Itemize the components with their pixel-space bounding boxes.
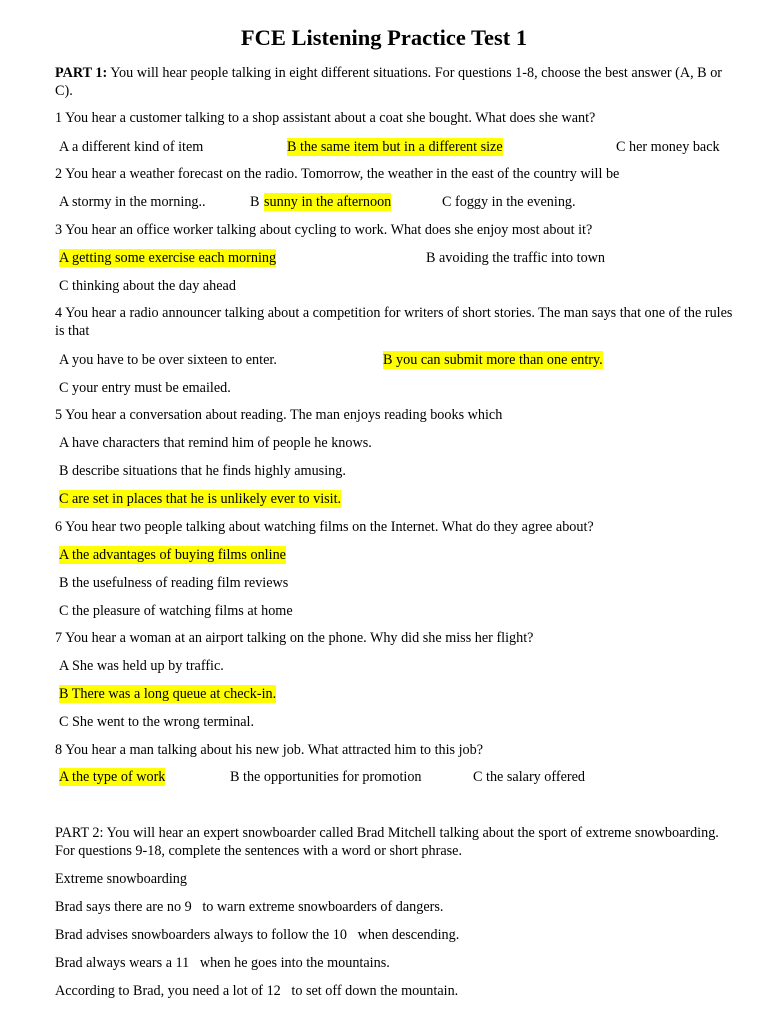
q3-option-c: C thinking about the day ahead xyxy=(59,278,236,294)
q8-option-b: B the opportunities for promotion xyxy=(230,769,422,785)
part2-sentence-9: Brad says there are no 9 to warn extreme snowboarders of dangers. xyxy=(55,899,444,915)
part2-instructions: PART 2: You will hear an expert snowboarder called Brad Mitchell talking about the sport of extreme snowboarding. For questions 9-18, complete the sentences with a word or short phrase. xyxy=(55,825,719,859)
question-5: 5 You hear a conversation about reading. The man enjoys reading books which xyxy=(55,407,503,423)
q8-option-c: C the salary offered xyxy=(473,769,586,785)
q1-option-a: A a different kind of item xyxy=(59,139,204,155)
q6-option-b: B the usefulness of reading film reviews xyxy=(59,575,289,591)
q8-option-a-highlighted: A the type of work xyxy=(59,769,166,785)
question-7: 7 You hear a woman at an airport talking on the phone. Why did she miss her flight? xyxy=(55,630,534,646)
q3-option-b: B avoiding the traffic into town xyxy=(426,250,606,266)
q2-option-a: A stormy in the morning.. xyxy=(59,194,206,210)
part2-sentence-10: Brad advises snowboarders always to follow the 10 when descending. xyxy=(55,927,460,943)
q6-option-a-highlighted: A the advantages of buying films online xyxy=(59,547,286,563)
question-3: 3 You hear an office worker talking about cycling to work. What does she enjoy most about it? xyxy=(55,222,593,238)
q7-option-b-highlighted: B There was a long queue at check-in. xyxy=(59,686,277,702)
q4-option-b-highlighted: B you can submit more than one entry. xyxy=(383,352,603,368)
q5-option-c-highlighted: C are set in places that he is unlikely ever to visit. xyxy=(59,491,342,507)
q4-option-c: C your entry must be emailed. xyxy=(59,380,231,396)
part2-heading: Extreme snowboarding xyxy=(55,871,187,887)
q2-option-b-highlighted: sunny in the afternoon xyxy=(264,194,392,210)
question-1: 1 You hear a customer talking to a shop assistant about a coat she bought. What does she want? xyxy=(55,110,596,126)
question-4: 4 You hear a radio announcer talking about a competition for writers of short stories. The man says that one of the rules is that xyxy=(55,305,733,339)
q7-option-c: C She went to the wrong terminal. xyxy=(59,714,255,730)
q7-option-a: A She was held up by traffic. xyxy=(59,658,224,674)
question-8: 8 You hear a man talking about his new job. What attracted him to this job? xyxy=(55,742,484,758)
q6-option-c: C the pleasure of watching films at home xyxy=(59,603,293,619)
q1-option-b-highlighted: B the same item but in a different size xyxy=(287,139,503,155)
q4-option-a: A you have to be over sixteen to enter. xyxy=(59,352,277,368)
question-2: 2 You hear a weather forecast on the radio. Tomorrow, the weather in the east of the country will be xyxy=(55,166,620,182)
q5-option-b: B describe situations that he finds highly amusing. xyxy=(59,463,346,479)
document-title: FCE Listening Practice Test 1 xyxy=(240,25,528,50)
q5-option-a: A have characters that remind him of people he knows. xyxy=(59,435,372,451)
part1-label: PART 1: xyxy=(55,65,108,81)
q3-option-a-highlighted: A getting some exercise each morning xyxy=(59,250,277,266)
q2-option-c: C foggy in the evening. xyxy=(442,194,576,210)
part2-sentence-11: Brad always wears a 11 when he goes into the mountains. xyxy=(55,955,390,971)
q1-option-c: C her money back xyxy=(616,139,720,155)
part1-instructions xyxy=(55,64,735,100)
question-6: 6 You hear two people talking about watching films on the Internet. What do they agree about? xyxy=(55,519,594,535)
part2-sentence-12: According to Brad, you need a lot of 12 to set off down the mountain. xyxy=(55,983,459,999)
q2-option-b-letter: B xyxy=(250,194,260,210)
part1-intro: You will hear people talking in eight different situations. For questions 1-8, choose the best answer (A, B or C). xyxy=(55,65,723,99)
